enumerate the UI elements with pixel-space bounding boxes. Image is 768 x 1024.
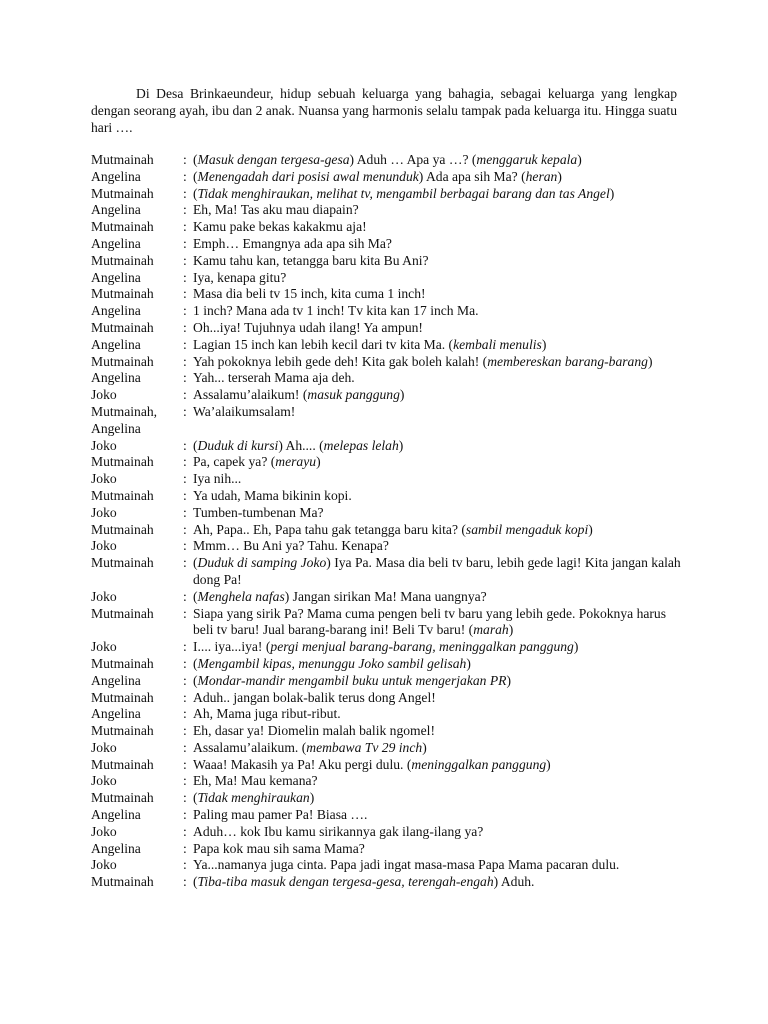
colon-separator: : — [183, 773, 187, 789]
dialogue-text — [193, 639, 683, 656]
speaker-name: Joko — [91, 823, 117, 839]
speaker-name: Mutmainah — [91, 252, 154, 268]
colon-separator: : — [183, 857, 187, 873]
spoken-text: ) — [309, 790, 315, 806]
dialogue-text — [193, 202, 683, 219]
speaker-name: Mutmainah — [91, 655, 154, 671]
colon-separator: : — [183, 823, 187, 839]
spoken-text: Masa dia beli tv 15 inch, kita cuma 1 inch! — [193, 286, 426, 302]
spoken-text: Kamu tahu kan, tetangga baru kita Bu Ani? — [193, 252, 429, 268]
dialogue-line — [91, 236, 683, 253]
dialogue-text — [193, 656, 683, 673]
colon-separator: : — [183, 454, 187, 470]
speaker-name: Mutmainah — [91, 219, 154, 235]
colon-separator: : — [183, 303, 187, 319]
dialogue-text — [193, 152, 683, 169]
dialogue-line — [91, 606, 683, 640]
dialogue-text — [193, 488, 683, 505]
dialogue-text — [193, 874, 683, 891]
dialogue-text — [193, 522, 683, 539]
speaker-name: Angelina — [91, 303, 141, 319]
dialogue-text — [193, 757, 683, 774]
dialogue-text — [193, 857, 683, 874]
spoken-text: Iya, kenapa gitu? — [193, 269, 287, 285]
dialogue-line — [91, 690, 683, 707]
colon-separator: : — [183, 319, 187, 335]
dialogue-line — [91, 186, 683, 203]
stage-direction: Tidak menghiraukan — [197, 790, 310, 806]
speaker-name: Mutmainah — [91, 689, 154, 705]
dialogue-text — [193, 186, 683, 203]
dialogue-line — [91, 807, 683, 824]
speaker-name: Joko — [91, 538, 117, 554]
spoken-text: Ya...namanya juga cinta. Papa jadi ingat masa-masa Papa Mama pacaran dulu. — [193, 857, 620, 873]
dialogue-line — [91, 438, 683, 455]
spoken-text: 1 inch? Mana ada tv 1 inch! Tv kita kan 17 inch Ma. — [193, 303, 479, 319]
speaker-name: Angelina — [91, 807, 141, 823]
dialogue-text — [193, 538, 683, 555]
spoken-text: ( — [193, 790, 198, 806]
colon-separator: : — [183, 437, 187, 453]
spoken-text: Aduh… kok Ibu kamu sirikannya gak ilang-ilang ya? — [193, 823, 484, 839]
stage-direction: Masuk dengan tergesa-gesa — [197, 152, 350, 167]
spoken-text: Oh...iya! Tujuhnya udah ilang! Ya ampun! — [193, 319, 423, 335]
dialogue-text — [193, 824, 683, 841]
colon-separator: : — [183, 185, 187, 201]
speaker-name: Angelina — [91, 202, 141, 218]
speaker-name: Angelina — [91, 706, 141, 722]
dialogue-text — [193, 320, 683, 337]
dialogue-line — [91, 773, 683, 790]
dialogue-text — [193, 555, 683, 589]
speaker-name: Joko — [91, 504, 117, 520]
spoken-text: Mmm… Bu Ani ya? Tahu. Kenapa? — [193, 538, 389, 554]
dialogue-line — [91, 454, 683, 471]
colon-separator: : — [183, 202, 187, 218]
stage-direction: Tiba-tiba masuk dengan tergesa-gesa, terengah-engah — [197, 874, 494, 890]
speaker-name: Joko — [91, 437, 117, 453]
spoken-text: Papa kok mau sih sama Mama? — [193, 840, 365, 856]
colon-separator: : — [183, 807, 187, 823]
speaker-name: Joko — [91, 857, 117, 873]
speaker-name: Mutmainah — [91, 185, 154, 201]
spoken-text: Emph… Emangnya ada apa sih Ma? — [193, 235, 392, 251]
spoken-text: ( — [193, 874, 198, 890]
speaker-name: Joko — [91, 588, 117, 604]
speaker-name: Joko — [91, 471, 117, 487]
dialogue-line — [91, 790, 683, 807]
dialogue-line — [91, 404, 683, 438]
dialogue-line — [91, 824, 683, 841]
spoken-text: ( — [193, 588, 198, 604]
spoken-text: ) — [399, 387, 405, 403]
spoken-text: Ya udah, Mama bikinin kopi. — [193, 487, 352, 503]
stage-direction: heran — [525, 168, 558, 184]
spoken-text: ( — [193, 185, 198, 201]
spoken-text: Yah... terserah Mama aja deh. — [193, 370, 355, 386]
colon-separator: : — [183, 790, 187, 806]
colon-separator: : — [183, 723, 187, 739]
stage-direction: marah — [473, 622, 509, 638]
dialogue-line — [91, 169, 683, 186]
colon-separator: : — [183, 655, 187, 671]
dialogue-line — [91, 219, 683, 236]
colon-separator: : — [183, 689, 187, 705]
speaker-name: Joko — [91, 739, 117, 755]
spoken-text: ) Ada apa sih Ma? ( — [418, 168, 526, 184]
colon-separator: : — [183, 874, 187, 890]
stage-direction: Duduk di kursi — [197, 437, 279, 453]
spoken-text: Ah, Papa.. Eh, Papa tahu gak tetangga baru kita? ( — [193, 521, 466, 537]
speaker-name: Mutmainah — [91, 319, 154, 335]
colon-separator: : — [183, 756, 187, 772]
speaker-name: Mutmainah — [91, 286, 154, 302]
dialogue-text — [193, 841, 683, 858]
dialogue-text — [193, 354, 683, 371]
spoken-text: Yah pokoknya lebih gede deh! Kita gak boleh kalah! ( — [193, 353, 488, 369]
spoken-text: ) — [466, 655, 471, 671]
speaker-name: Mutmainah — [91, 723, 154, 739]
speaker-name: Mutmainah — [91, 790, 154, 806]
spoken-text: Eh, Ma! Mau kemana? — [193, 773, 318, 789]
colon-separator: : — [183, 219, 187, 235]
colon-separator: : — [183, 235, 187, 251]
speaker-name: Mutmainah — [91, 353, 154, 369]
spoken-text: ( — [193, 555, 198, 571]
spoken-text: ) — [398, 437, 404, 453]
colon-separator: : — [183, 286, 187, 302]
dialogue-text — [193, 673, 683, 690]
stage-direction: membereskan barang-barang — [487, 353, 648, 369]
stage-direction: kembali menulis — [453, 336, 542, 352]
dialogue-line — [91, 589, 683, 606]
colon-separator: : — [183, 639, 187, 655]
speaker-name: Joko — [91, 387, 117, 403]
stage-direction: Menengadah dari posisi awal menunduk — [197, 168, 419, 184]
spoken-text: I.... iya...iya! ( — [193, 639, 271, 655]
spoken-text: ( — [193, 168, 198, 184]
dialogue-text — [193, 270, 683, 287]
colon-separator: : — [183, 353, 187, 369]
spoken-text: ) — [588, 521, 593, 537]
stage-direction: masuk panggung — [307, 387, 400, 403]
spoken-text: ) — [577, 152, 582, 167]
colon-separator: : — [183, 605, 187, 621]
dialogue-text — [193, 589, 683, 606]
dialogue-line — [91, 202, 683, 219]
stage-direction: Menghela nafas — [197, 588, 285, 604]
stage-direction: melepas lelah — [323, 437, 399, 453]
speaker-name: Angelina — [91, 840, 141, 856]
speaker-name: Joko — [91, 639, 117, 655]
spoken-text: Ah, Mama juga ribut-ribut. — [193, 706, 341, 722]
speaker-name: Mutmainah — [91, 521, 154, 537]
stage-direction: membawa Tv 29 inch — [306, 739, 423, 755]
dialogue-text — [193, 807, 683, 824]
dialogue-line — [91, 757, 683, 774]
dialogue-text — [193, 723, 683, 740]
dialogue-line — [91, 387, 683, 404]
colon-separator: : — [183, 504, 187, 520]
colon-separator: : — [183, 252, 187, 268]
speaker-name: Angelina — [91, 269, 141, 285]
dialogue-text — [193, 404, 683, 438]
dialogue-line — [91, 320, 683, 337]
dialogue-line — [91, 538, 683, 555]
spoken-text: ) Aduh. — [493, 874, 535, 890]
colon-separator: : — [183, 706, 187, 722]
dialogue-text — [193, 438, 683, 455]
dialogue-text — [193, 740, 683, 757]
speaker-name: Mutmainah — [91, 454, 154, 470]
dialogue-line — [91, 354, 683, 371]
dialogue-text — [193, 303, 683, 320]
speaker-name: Mutmainah, Angelina — [91, 403, 158, 436]
colon-separator: : — [183, 487, 187, 503]
spoken-text: Eh, Ma! Tas aku mau diapain? — [193, 202, 359, 218]
stage-direction: Tidak menghiraukan, melihat tv, mengambil berbagai barang dan tas Angel — [197, 185, 610, 201]
dialogue-text — [193, 169, 683, 186]
dialogue-text — [193, 773, 683, 790]
dialogue-line — [91, 303, 683, 320]
dialogue-line — [91, 740, 683, 757]
colon-separator: : — [183, 739, 187, 755]
colon-separator: : — [183, 370, 187, 386]
spoken-text: Aduh.. jangan bolak-balik terus dong Angel! — [193, 689, 436, 705]
stage-direction: Mondar-mandir mengambil buku untuk mengerjakan PR — [197, 672, 507, 688]
colon-separator: : — [183, 471, 187, 487]
dialogue-text — [193, 706, 683, 723]
speaker-name: Angelina — [91, 336, 141, 352]
dialogue-text — [193, 606, 683, 640]
speaker-name: Angelina — [91, 672, 141, 688]
stage-direction: menggaruk kepala — [476, 152, 578, 167]
dialogue-text — [193, 337, 683, 354]
dialogue-text — [193, 454, 683, 471]
spoken-text: ) — [557, 168, 562, 184]
stage-direction: meninggalkan panggung — [411, 756, 547, 772]
colon-separator: : — [183, 269, 187, 285]
dialogue-line — [91, 152, 683, 169]
dialogue-line — [91, 488, 683, 505]
dialogue-line — [91, 522, 683, 539]
dialogue-line — [91, 723, 683, 740]
colon-separator: : — [183, 403, 187, 419]
dialogue-line — [91, 656, 683, 673]
spoken-text: Pa, capek ya? ( — [193, 454, 276, 470]
spoken-text: ) Iya Pa. Masa dia beli tv baru, lebih gede lagi! Kita jangan kalah dong Pa! — [193, 555, 681, 587]
spoken-text: Eh, dasar ya! Diomelin malah balik ngomel! — [193, 723, 435, 739]
speaker-name: Mutmainah — [91, 874, 154, 890]
dialogue-line — [91, 555, 683, 589]
spoken-text: Iya nih... — [193, 471, 242, 487]
speaker-name: Mutmainah — [91, 152, 154, 167]
dialogue-line — [91, 471, 683, 488]
spoken-text: ) — [506, 672, 511, 688]
spoken-text: Paling mau pamer Pa! Biasa …. — [193, 807, 368, 823]
spoken-text: ( — [193, 152, 198, 167]
colon-separator: : — [183, 672, 187, 688]
dialogue-text — [193, 471, 683, 488]
dialogue-text — [193, 219, 683, 236]
dialogue-text — [193, 236, 683, 253]
spoken-text: ) — [422, 739, 427, 755]
speaker-name: Mutmainah — [91, 756, 154, 772]
spoken-text: Siapa yang sirik Pa? Mama cuma pengen beli tv baru yang lebih gede. Pokoknya harus beli tv baru! Jual barang-barang ini! Beli Tv baru! ( — [193, 605, 667, 638]
dialogue-line — [91, 370, 683, 387]
spoken-text: ) — [647, 353, 653, 369]
colon-separator: : — [183, 336, 187, 352]
spoken-text: Waaa! Makasih ya Pa! Aku pergi dulu. ( — [193, 756, 412, 772]
speaker-name: Angelina — [91, 235, 141, 251]
spoken-text: Wa’alaikumsalam! — [193, 403, 296, 419]
colon-separator: : — [183, 152, 187, 167]
spoken-text: ) — [316, 454, 321, 470]
dialogue-line — [91, 505, 683, 522]
dialogue-script — [91, 152, 683, 891]
colon-separator: : — [183, 588, 187, 604]
speaker-name: Mutmainah — [91, 605, 154, 621]
intro-paragraph: Di Desa Brinkaeundeur, hidup sebuah keluarga yang bahagia, sebagai keluarga yang lengkap dengan seorang ayah, ibu dan 2 anak. Nuansa yang harmonis selalu tampak pada keluarga itu. Hingga suatu hari …. — [91, 86, 677, 135]
spoken-text: Assalamu’alaikum. ( — [193, 739, 307, 755]
speaker-name: Mutmainah — [91, 555, 154, 571]
spoken-text: ( — [193, 437, 198, 453]
spoken-text: Kamu pake bekas kakakmu aja! — [193, 219, 367, 235]
dialogue-text — [193, 505, 683, 522]
dialogue-line — [91, 639, 683, 656]
stage-direction: pergi menjual barang-barang, meninggalkan panggung — [270, 639, 574, 655]
spoken-text: ) — [573, 639, 579, 655]
spoken-text: ) — [541, 336, 547, 352]
speaker-name: Mutmainah — [91, 487, 154, 503]
colon-separator: : — [183, 555, 187, 571]
dialogue-line — [91, 270, 683, 287]
stage-direction: Mengambil kipas, menunggu Joko sambil gelisah — [197, 655, 467, 671]
dialogue-line — [91, 286, 683, 303]
dialogue-text — [193, 253, 683, 270]
stage-direction: Duduk di samping Joko — [197, 555, 327, 571]
dialogue-text — [193, 690, 683, 707]
spoken-text: ( — [193, 655, 198, 671]
spoken-text: ) — [508, 622, 514, 638]
speaker-name: Angelina — [91, 370, 141, 386]
colon-separator: : — [183, 840, 187, 856]
stage-direction: merayu — [275, 454, 317, 470]
spoken-text: ) Aduh … Apa ya …? ( — [349, 152, 477, 167]
spoken-text: ( — [193, 672, 198, 688]
spoken-text: Tumben-tumbenan Ma? — [193, 504, 324, 520]
dialogue-line — [91, 874, 683, 891]
spoken-text: Assalamu’alaikum! ( — [193, 387, 308, 403]
speaker-name: Angelina — [91, 168, 141, 184]
dialogue-line — [91, 337, 683, 354]
dialogue-text — [193, 286, 683, 303]
colon-separator: : — [183, 538, 187, 554]
dialogue-line — [91, 706, 683, 723]
dialogue-line — [91, 857, 683, 874]
colon-separator: : — [183, 387, 187, 403]
spoken-text: ) Jangan sirikan Ma! Mana uangnya? — [284, 588, 487, 604]
colon-separator: : — [183, 168, 187, 184]
dialogue-text — [193, 790, 683, 807]
speaker-name: Joko — [91, 773, 117, 789]
dialogue-line — [91, 841, 683, 858]
dialogue-text — [193, 370, 683, 387]
dialogue-line — [91, 673, 683, 690]
spoken-text: Lagian 15 inch kan lebih kecil dari tv kita Ma. ( — [193, 336, 454, 352]
spoken-text: ) — [609, 185, 615, 201]
stage-direction: sambil mengaduk kopi — [465, 521, 589, 537]
dialogue-line — [91, 253, 683, 270]
spoken-text: ) Ah.... ( — [278, 437, 324, 453]
spoken-text: ) — [546, 756, 551, 772]
colon-separator: : — [183, 521, 187, 537]
dialogue-text — [193, 387, 683, 404]
